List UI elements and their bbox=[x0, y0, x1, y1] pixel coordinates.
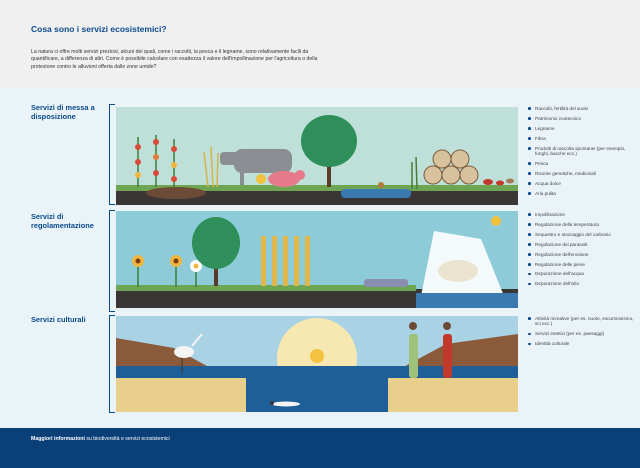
footer bbox=[0, 428, 640, 468]
duck bbox=[378, 182, 384, 188]
more-info-link[interactable] bbox=[31, 436, 170, 442]
beach-right bbox=[388, 378, 518, 412]
list-item: Regolazione della temperatura bbox=[528, 222, 634, 227]
list-item: Depurazione dell'aria bbox=[528, 281, 634, 286]
footer-bold: Maggiori informazioni bbox=[31, 436, 85, 442]
list-item: Regolazione delle piene bbox=[528, 262, 634, 267]
list-item: Acqua dolce bbox=[528, 181, 634, 186]
footer-rest: su biodiversità e servizi ecosistemici bbox=[84, 436, 170, 442]
section-bracket bbox=[109, 104, 115, 205]
regulating-list bbox=[528, 212, 634, 291]
list-item: Patrimonio zootecnico bbox=[528, 116, 634, 121]
list-item: Prodotti di raccolta spontanei (per esempio, funghi, bacche ecc.) bbox=[528, 146, 634, 157]
provisioning-illustration bbox=[116, 107, 518, 205]
section-label-cultural: Servizi culturali bbox=[31, 315, 86, 324]
regulating-illustration bbox=[116, 211, 518, 308]
provisioning-scene bbox=[116, 107, 518, 205]
list-item: Raccolti, fertilità del suolo bbox=[528, 106, 634, 111]
sea bbox=[416, 293, 518, 308]
section-label-regulating: Servizi di regolamentazione bbox=[31, 212, 94, 230]
section-bracket bbox=[109, 315, 115, 413]
list-item: Depurazione dell'acqua bbox=[528, 271, 634, 276]
sun-icon bbox=[491, 216, 501, 226]
polar-bear bbox=[438, 260, 478, 282]
list-item: Risorse genetiche, medicinali bbox=[528, 171, 634, 176]
list-item: Identità culturale bbox=[528, 341, 634, 346]
pond bbox=[341, 189, 411, 198]
provisioning-list bbox=[528, 106, 634, 201]
section-label-provisioning: Servizi di messa a disposizione bbox=[31, 103, 95, 121]
cultural-scene bbox=[116, 316, 518, 412]
page-title: Cosa sono i servizi ecosistemici? bbox=[31, 24, 167, 34]
regulating-scene bbox=[116, 211, 518, 308]
list-item: Attività ricreative (per es. nuoto, escursionismo, sci ecc.) bbox=[528, 316, 634, 327]
list-item: Sequestro e stoccaggio del carbonio bbox=[528, 232, 634, 237]
list-item: Regolazione dell'erosione bbox=[528, 252, 634, 257]
intro-text: La natura ci offre molti servizi preziosi, alcuni dei quali, come i raccolti, la pesca e il legname, sono relativamente facili da quantificare, a differenza di altri. Come è possibile calcolare con esattezza il valore dell'impollinazione per l'agricoltura o della protezione contro le alluvioni offerta dalle zone umide? bbox=[31, 49, 318, 70]
list-item: Legname bbox=[528, 126, 634, 131]
list-item: Regolazione dei parassiti bbox=[528, 242, 634, 247]
beach-left bbox=[116, 378, 246, 412]
header bbox=[0, 0, 640, 88]
section-bracket bbox=[109, 210, 115, 312]
cultural-illustration bbox=[116, 316, 518, 412]
list-item: Aria pulita bbox=[528, 191, 634, 196]
rocks bbox=[364, 279, 408, 287]
list-item: Fibra bbox=[528, 136, 634, 141]
cultural-list bbox=[528, 316, 634, 351]
list-item: Servizi estetici (per es. paesaggi) bbox=[528, 331, 634, 336]
list-item: Pesca bbox=[528, 161, 634, 166]
list-item: Impollinazione bbox=[528, 212, 634, 217]
sun-icon bbox=[310, 349, 324, 363]
chicken bbox=[256, 174, 266, 184]
